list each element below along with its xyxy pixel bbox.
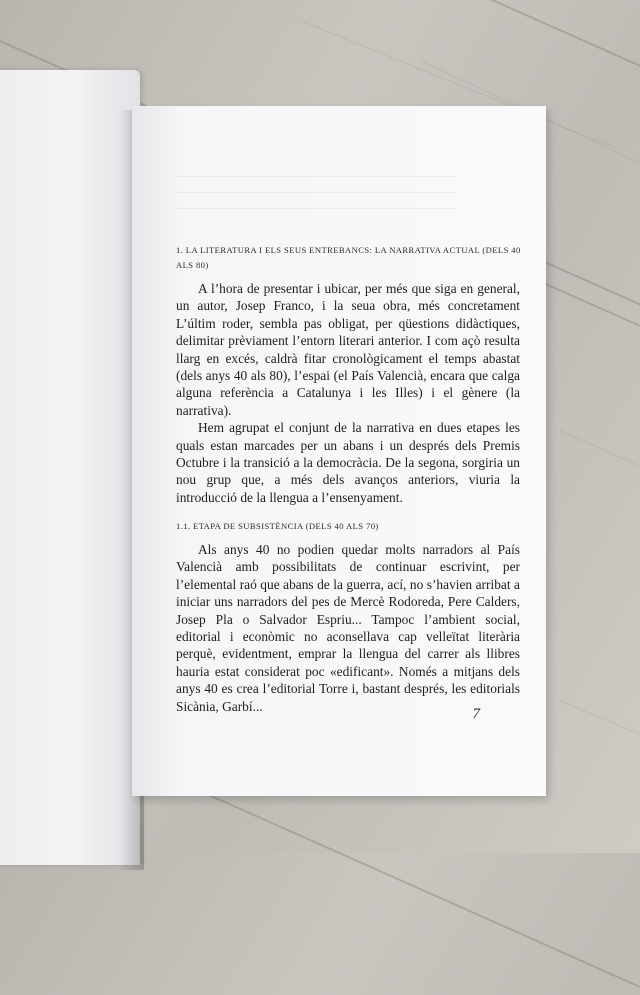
page-number: 7 [472, 706, 480, 722]
paragraph: Als anys 40 no podien quedar molts narradors al País Valencià amb possibilitats de continuar escrivint, per l’elemental raó que abans de la guerra, ací, no s’havien arribat a iniciar uns narradors del pes de Mercè Rodoreda, Pere Calders, Josep Pla o Salvador Espriu... Tampoc l’ambient social, editorial i econòmic no aconsellava cap velleïtat literària perquè, evidentment, emprar la llengua del carrer als llibres hauria estat considerat poc «edificant». Només a mitjans dels anys 40 es crea l’editorial Torre i, bastant després, les editorials Sicània, Garbí... [176, 542, 520, 714]
section-heading-1: 1. LA LITERATURA I ELS SEUS ENTREBANCS: LA NARRATIVA ACTUAL (DELS 40 ALS 80) [176, 245, 521, 270]
show-through-line [176, 192, 456, 193]
wood-grain [560, 430, 640, 472]
show-through-line [176, 176, 456, 177]
show-through-line [176, 208, 456, 209]
section-heading-2: 1.1. ETAPA DE SUBSISTÈNCIA (DELS 40 ALS 70) [176, 521, 379, 531]
paragraph: Hem agrupat el conjunt de la narrativa en dues etapes les quals estan marcades per un abans i un després dels Premis Octubre i la transició a la democràcia. De la segona, sorgiria un nou grup que, a més dels avanços anteriors, viuria la introducció de la llengua a l’ensenyament. [176, 420, 520, 505]
wood-grain [560, 700, 640, 736]
section-2-body [176, 541, 520, 715]
right-book-page [132, 106, 546, 796]
floor-plank-seam [200, 790, 640, 995]
paragraph: A l’hora de presentar i ubicar, per més que siga en general, un autor, Josep Franco, i la seua obra, més concretament L’últim roder, sembla pas obligat, per qüestions didàctiques, delimitar prèviament l’entorn literari anterior. I com açò resulta llarg en excés, caldrà fitar cronològicament el temps abastat (dels anys 40 als 80), l’espai (el País Valencià, encara que calga alguna referència a Catalunya i les Illes) i el gènere (la narrativa). [176, 281, 520, 418]
section-1-body [176, 280, 520, 506]
